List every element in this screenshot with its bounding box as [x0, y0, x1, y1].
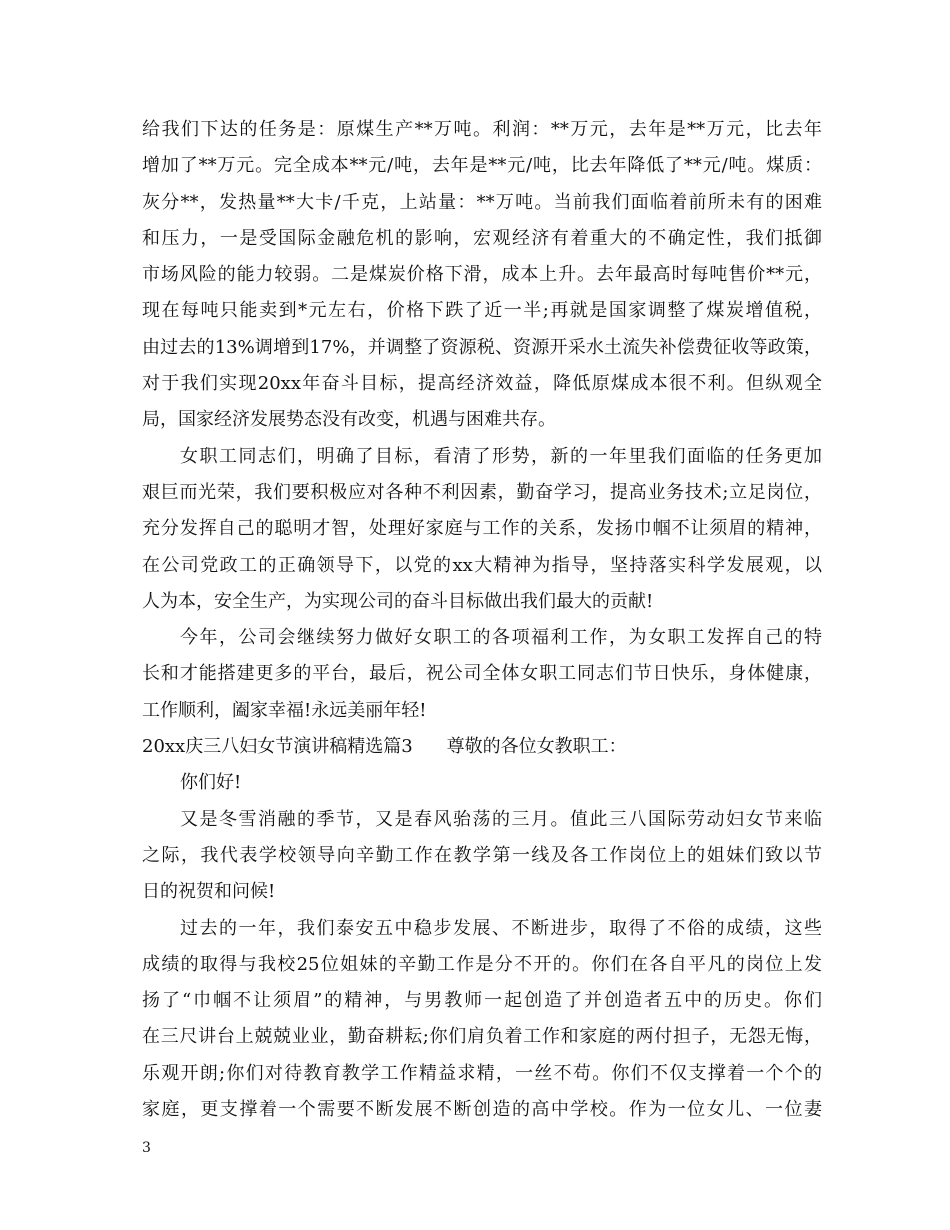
text-line: 工作顺利，阖家幸福!永远美丽年轻! — [142, 699, 427, 721]
text-line: 灰分**，发热量**大卡/千克，上站量：**万吨。当前我们面临着前所未有的困难 — [142, 191, 822, 213]
text-line: 增加了**万元。完全成本**元/吨，去年是**元/吨，比去年降低了**元/吨。煤质： — [142, 155, 822, 177]
paragraph-2 — [142, 439, 822, 620]
paragraph-5 — [142, 911, 822, 1129]
text-line: 女职工同志们，明确了目标，看清了形势，新的一年里我们面临的任务更加 — [180, 445, 822, 467]
salutation: 尊敬的各位女教职工： — [446, 736, 627, 758]
text-line: 乐观开朗;你们对待教育教学工作精益求精，一丝不苟。你们不仅支撑着一个个的 — [142, 1062, 822, 1084]
text-line: 由过去的13%调增到17%，并调整了资源税、资源开采水土流失补偿费征收等政策， — [142, 336, 822, 358]
text-line: 对于我们实现20xx年奋斗目标，提高经济效益，降低原煤成本很不利。但纵观全 — [142, 373, 822, 395]
text-line: 长和才能搭建更多的平台，最后，祝公司全体女职工同志们节日快乐，身体健康， — [142, 663, 822, 685]
paragraph-3 — [142, 620, 822, 729]
text-line: 扬了“巾帼不让须眉”的精神，与男教师一起创造了并创造者五中的历史。你们 — [142, 990, 822, 1012]
text-line: 成绩的取得与我校25位姐妹的辛勤工作是分不开的。你们在各自平凡的岗位上发 — [142, 953, 822, 975]
text-line: 今年，公司会继续努力做好女职工的各项福利工作，为女职工发挥自己的特 — [180, 627, 822, 649]
document-body — [142, 112, 822, 1128]
paragraph-4 — [142, 802, 822, 911]
text-line: 现在每吨只能卖到*元左右，价格下跌了近一半;再就是国家调整了煤炭增值税， — [142, 300, 822, 322]
text-line: 和压力，一是受国际金融危机的影响，宏观经济有着重大的不确定性，我们抵御 — [142, 227, 822, 249]
text-line: 又是冬雪消融的季节，又是春风骀荡的三月。值此三八国际劳动妇女节来临 — [180, 808, 822, 830]
text-line: 市场风险的能力较弱。二是煤炭价格下滑，成本上升。去年最高时每吨售价**元， — [142, 264, 822, 286]
text-line: 充分发挥自己的聪明才智，处理好家庭与工作的关系，发扬巾帼不让须眉的精神， — [142, 518, 822, 540]
paragraph-1 — [142, 112, 822, 439]
text-line: 人为本，安全生产，为实现公司的奋斗目标做出我们最大的贡献! — [142, 590, 654, 612]
text-line: 日的祝贺和问候! — [142, 881, 276, 903]
text-line: 之际，我代表学校领导向辛勤工作在教学第一线及各工作岗位上的姐妹们致以节 — [142, 844, 822, 866]
paragraph-greeting — [142, 765, 822, 801]
section-title: 20xx庆三八妇女节演讲稿精选篇3 — [142, 736, 413, 758]
section-heading — [142, 729, 822, 765]
text-line: 家庭，更支撑着一个需要不断发展不断创造的高中学校。作为一位女儿、一位妻 — [142, 1099, 822, 1121]
page-number: 3 — [142, 1140, 151, 1156]
text-line: 给我们下达的任务是：原煤生产**万吨。利润：**万元，去年是**万元，比去年 — [142, 119, 822, 140]
text-line: 在公司党政工的正确领导下，以党的xx大精神为指导，坚持落实科学发展观，以 — [142, 554, 822, 576]
text-line: 你们好! — [180, 772, 242, 794]
text-line: 过去的一年，我们泰安五中稳步发展、不断进步，取得了不俗的成绩，这些 — [180, 917, 822, 939]
text-line: 局，国家经济发展势态没有改变，机遇与困难共存。 — [142, 409, 556, 431]
text-line: 艰巨而光荣，我们要积极应对各种不利因素，勤奋学习，提高业务技术;立足岗位， — [142, 481, 822, 503]
text-line: 在三尺讲台上兢兢业业，勤奋耕耘;你们肩负着工作和家庭的两付担子，无怨无悔， — [142, 1026, 822, 1048]
